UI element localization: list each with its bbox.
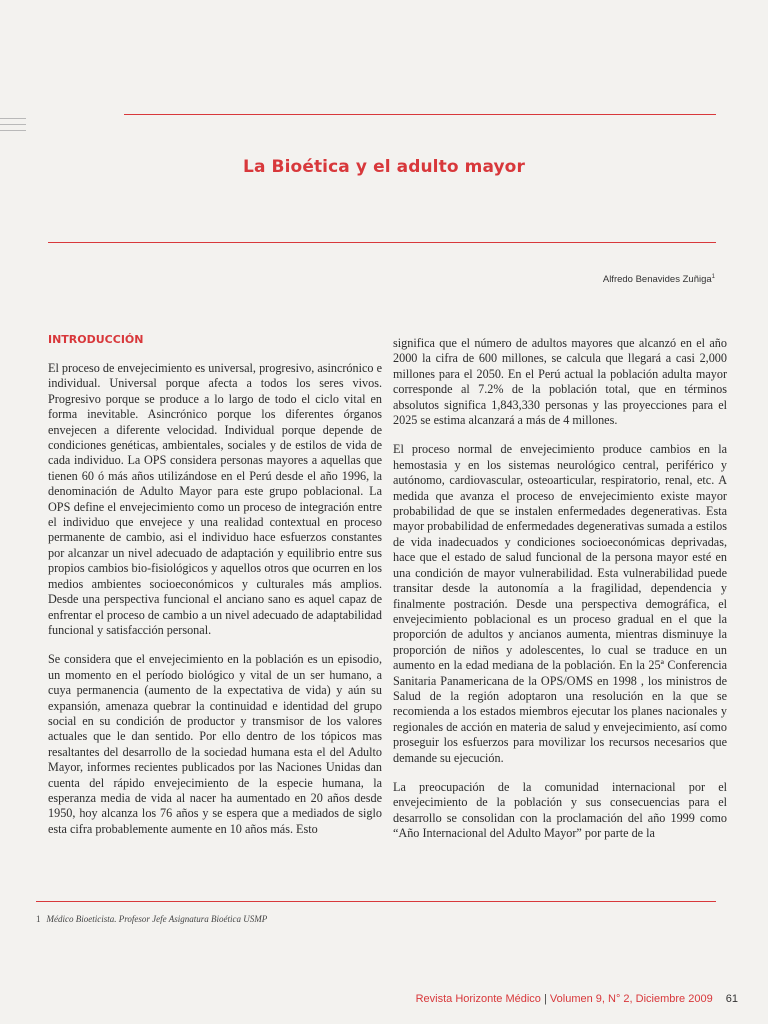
paragraph: El proceso normal de envejecimiento produce cambios en la hemostasia y en los sistemas neurológico central, periférico y autónomo, cardiovascular, osteoarticular, respiratorio, renal, etc. A medida que avanza el proceso de envejecimiento existe mayor probabilidad de que se instalen enfermedades degenerativas. Esta mayor probabilidad de enfermedades degenerativas sumada a estilos de vida inadecuados y condiciones socioeconómicas deprivadas, hace que el estado de salud funcional de la persona mayor esté en una condición de mayor vulnerabilidad. Esta vulnerabilidad puede transitar desde la autonomía a la fragilidad, dependencia y finalmente postración. Desde una perspectiva demográfica, el envejecimiento poblacional es un proceso gradual en el que la proporción de adultos y ancianos aumenta, mientras disminuye la proporción de niños y adolescentes, lo cual se traduce en un aumento en la edad mediana de la población. En la 25ª Conferencia Sanitaria Panamericana de la OPS/OMS en 1998 , los ministros de Salud de la región adoptaron una resolución en la que se recomienda a los estados miembros ejecutar los planes nacionales y regionales de acción en materia de salud y envejecimiento, así como proseguir los esfuerzos para movilizar los recursos necesarios que demande su ejecución. [393,442,728,765]
top-rule [124,114,716,115]
paragraph: El proceso de envejecimiento es universal, progresivo, asincrónico e individual. Universal porque afecta a todos los seres vivos. Progresivo porque se produce a lo largo de todo el ciclo vital en forma inevitable. Asincrónico porque los diferentes órganos envejecen a diferente velocidad. Individual porque depende de condiciones genéticas, ambientales, sociales y de estilos de vida de cada individuo. La OPS considera personas mayores a aquellas que tienen 60 ó más años utilizándose en el Perú desde el año 1996, la denominación de Adulto Mayor para este grupo poblacional. La OPS define el envejecimiento como un proceso de integración entre el individuo que envejece y una realidad contextual en proceso permanente de cambio, asi el individuo hace esfuerzos constantes por alcanzar un nivel adecuado de adaptación y equilibrio entre sus propios cambios bio-fisiológicos y aquellos otros que ocurren en los medios ambientes socioeconómicos y culturales más amplios. Desde una perspectiva funcional el anciano sano es aquel capaz de enfrentar el proceso de cambio a un nivel adecuado de adaptabilidad funcional y satisfacción personal. [48,361,382,637]
paragraph: Se considera que el envejecimiento en la población es un episodio, un momento en el período biológico y vital de un ser humano, a cuya permanencia (aumento de la expectativa de vida) y aún su expansión, amenaza quebrar la continuidad e identidad del grupo social en su condición de productor y transmisor de los valores actuales que le dan sentido. Por ello dentro de los tópicos mas resaltantes del desarrollo de la sociedad humana esta el del Adulto Mayor, informes recientes publicados por las Naciones Unidas dan cuenta del rápido envejecimiento de la especie humana, la esperanza media de vida al nacer ha aumentado en 20 años desde 1950, hoy alcanza los 76 años y se espera que a mediados de siglo esta cifra probablemente aumente en 10 años más. Esto [48,652,382,836]
author-name: Alfredo Benavides Zuñiga [602,274,712,286]
journal-name: Revista Horizonte Médico [415,993,541,1005]
journal-issue: Volumen 9, N° 2, Diciembre 2009 [549,993,713,1005]
left-column [48,333,382,851]
paragraph: significa que el número de adultos mayores que alcanzó en el año 2000 la cifra de 600 millones, se calcula que llegará a casi 2,000 millones para el 2050. En el Perú actual la población adulta mayor corresponde al 7.2% de la población total, que en términos absolutos significa 1,843,330 personas y las proyecciones para el 2025 se estima alcanzará a más de 4 millones. [393,336,727,428]
paragraph: La preocupación de la comunidad internacional por el envejecimiento de la población y sus consecuencias para el desarrollo se consolidan con la proclamación del año 1999 como “Año Internacional del Adulto Mayor” por parte de la [393,779,727,841]
author-footnote-mark: 1 [711,274,715,280]
page-number: 61 [725,993,738,1005]
footnote-text: Médico Bioeticista. Profesor Jefe Asignatura Bioética USMP [46,914,268,924]
footnote [36,914,267,924]
footer-separator: | [544,993,547,1005]
page-footer [416,993,738,1005]
section-heading: INTRODUCCIÓN [48,333,144,346]
title-bottom-rule [48,242,716,243]
right-column [393,336,727,856]
margin-marks [0,118,26,136]
footnote-number: 1 [36,914,41,924]
author-byline [603,274,715,285]
footnote-rule [36,901,716,902]
article-title: La Bioética y el adulto mayor [243,157,525,177]
